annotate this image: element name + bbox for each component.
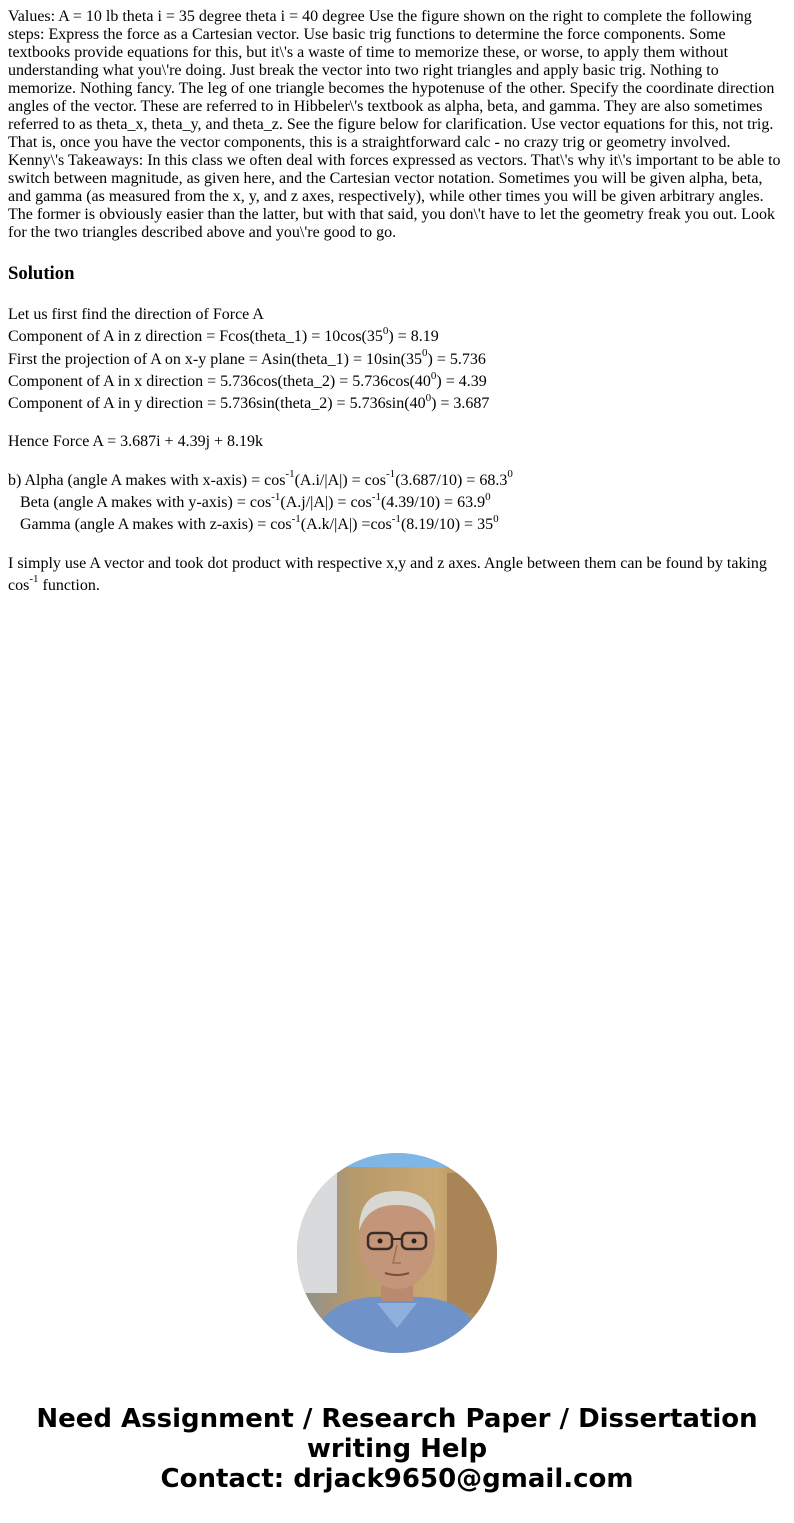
force-result: Hence Force A = 3.687i + 4.39j + 8.19k <box>8 433 264 451</box>
author-avatar <box>297 1153 497 1353</box>
document-body <box>8 8 786 597</box>
beta-line: Beta (angle A makes with y-axis) = $\cos^{-1}(A.j/|A|) = \cos^{-1}(4.39/10) = 63.9^0$ <box>20 490 491 512</box>
footer-banner <box>0 1404 794 1494</box>
footer-line-1: Need Assignment / Research Paper / Dissertation <box>36 1404 758 1434</box>
solution-heading: Solution <box>8 263 75 284</box>
direction-angles <box>8 470 786 537</box>
problem-statement: Values: A = 10 lb theta i = 35 degree theta i = 40 degree Use the figure shown on the right to complete the following steps: Express the force as a Cartesian vector. Use basic trig functions to determine the force components. Some textbooks provide equations for this, but it\'s a waste of time to memorize these, or worse, to apply them without understanding what you\'re doing. Just break the vector into two right triangles and apply basic trig. Nothing to memorize. Nothing fancy. The leg of one triangle becomes the hypotenuse of the other. Specify the coordinate direction angles of the vector. These are referred to in Hibbeler\'s textbook as alpha, beta, and gamma. They are also sometimes referred to as theta_x, theta_y, and theta_z. See the figure below for clarification. Use vector equations for this, not trig. That is, once you have the vector components, this is a straightforward calc - no crazy trig or geometry involved. Kenny\'s Takeaways: In this class we often deal with forces expressed as vectors. That\'s why it\'s important to be able to switch between magnitude, as given here, and the Cartesian vector notation. Sometimes you will be given alpha, beta, and gamma (as measured from the x, y, and z axes, respectively), while other times you will be given arbitrary angles. The former is obviously easier than the latter, but with that said, you don\'t have to let the geometry freak you out. Look for the two triangles described above and you\'re good to go. <box>8 8 781 241</box>
closing-remark: I simply use A vector and took dot product with respective x,y and z axes. Angle between them can be found by taking $\cos^{-1}$ function. <box>8 554 767 594</box>
alpha-line: b) Alpha (angle A makes with x-axis) = $\cos^{-1}(A.i/|A|) = \cos^{-1}(3.687/10) = 68.3^0$ <box>8 468 513 489</box>
intro-line: Let us first find the direction of Force A <box>8 306 264 323</box>
footer-contact: Contact: drjack9650@gmail.com <box>160 1464 634 1494</box>
xy-projection-line: First the projection of A on x-y plane = Asin(theta_1) = $10\sin(35^0) = 5.736$ <box>8 347 486 368</box>
footer-line-2: writing Help <box>306 1434 488 1464</box>
gamma-line: Gamma (angle A makes with z-axis) = $\cos^{-1}(A.k/|A|) =\cos^{-1}(8.19/10) = 35^0$ <box>20 513 499 534</box>
z-component-line: Component of A in z direction = Fcos(theta_1) = $10\cos(35^0) = 8.19$ <box>8 324 439 346</box>
x-component-line: Component of A in x direction = 5.736cos(theta_2) = $5.736\cos(40^0) = 4.39$ <box>8 369 487 390</box>
solution-steps <box>8 304 786 415</box>
y-component-line: Component of A in y direction = 5.736sin(theta_2) = $5.736\sin(40^0) = 3.687$ <box>8 391 490 413</box>
avatar-photo <box>297 1153 497 1353</box>
